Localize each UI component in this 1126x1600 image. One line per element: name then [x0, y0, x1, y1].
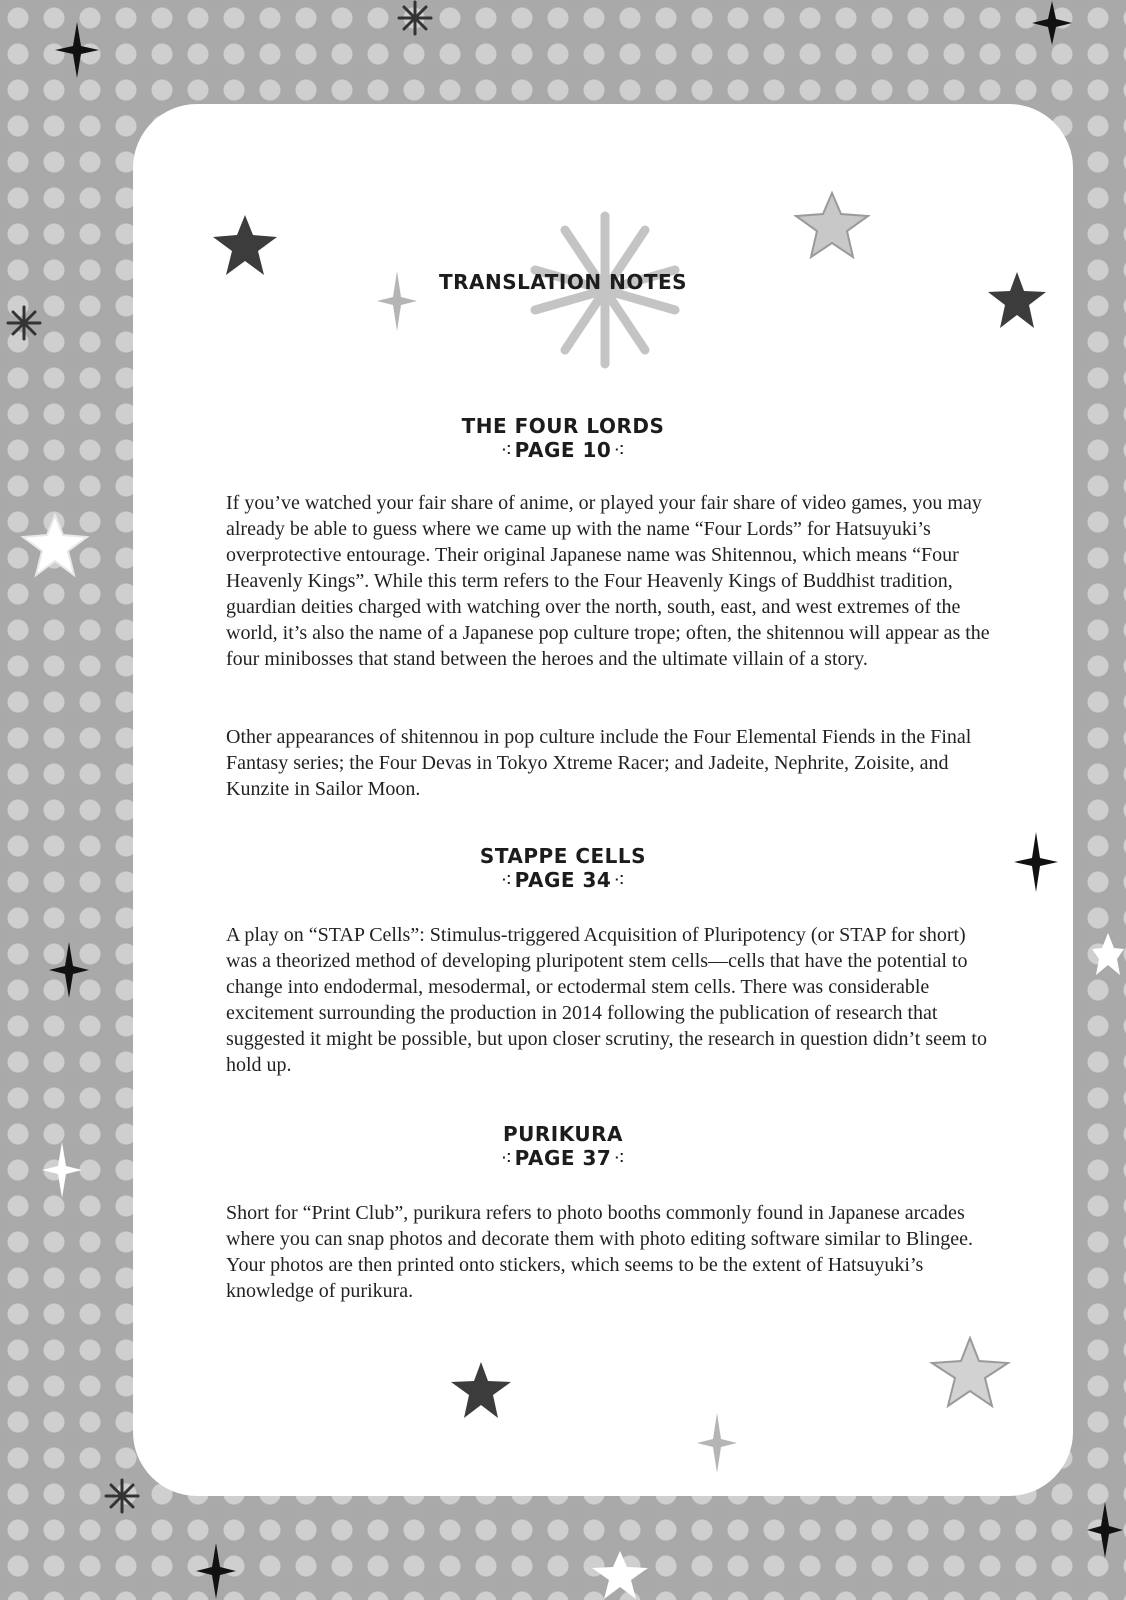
note-title: PURIKURA [502, 1122, 623, 1146]
star-icon [1090, 930, 1126, 980]
page-title: TRANSLATION NOTES [438, 270, 688, 294]
note-title: THE FOUR LORDS [461, 414, 665, 438]
note-heading-four-lords [0, 414, 1126, 462]
note-page-ref: ⁖ PAGE 10 ⁖ [0, 438, 1126, 462]
star-icon [20, 512, 90, 578]
burst-icon [4, 303, 44, 343]
star-icon [590, 1550, 650, 1600]
burst-icon [102, 1476, 142, 1516]
star-icon [792, 190, 872, 260]
note-paragraph: Short for “Print Club”, purikura refers to photo booths commonly found in Japanese arcades where you can snap photos and decorate them with photo editing software similar to Blingee. Your photos are then printed onto stickers, which seems to be the extent of Hatsuyuki’s knowledge of purikura. [226, 1202, 974, 1302]
star-icon [210, 212, 280, 278]
note-heading-purikura [0, 1122, 1126, 1170]
sparkle-icon [52, 20, 102, 80]
note-paragraph: If you’ve watched your fair share of anime, or played your fair share of video games, you may already be able to guess where we came up with the name “Four Lords” for Hatsuyuki’s overprotective entourage. Their original Japanese name was Shitennou, which means “Four Heavenly Kings”. While this term refers to the Four Heavenly Kings of Buddhist tradition, guardian deities charged with watching over the north, south, east, and west extremes of the world, it’s also the name of a Japanese pop culture trope; often, the shitennou will appear as the four minibosses that stand between the heroes and the ultimate villain of a story. [226, 492, 990, 670]
sparkle-icon [1085, 1500, 1125, 1560]
note-page-ref: ⁖ PAGE 37 ⁖ [0, 1146, 1126, 1170]
note-page-ref: ⁖ PAGE 34 ⁖ [0, 868, 1126, 892]
sparkle-icon [695, 1412, 739, 1474]
note-title: STAPPE CELLS [479, 844, 647, 868]
sparkle-icon [46, 940, 92, 1000]
sparkle-icon [194, 1542, 238, 1600]
note-paragraph: A play on “STAP Cells”: Stimulus-triggered Acquisition of Pluripotency (or STAP for short) was a theorized method of developing pluripotent stem cells—cells that have the potential to change into endodermal, mesodermal, or ectodermal stem cells. There was considerable excitement surrounding the production in 2014 following the publication of research that suggested it might be possible, but upon closer scrutiny, the research in question didn’t seem to hold up. [226, 924, 987, 1076]
note-heading-stappe-cells [0, 844, 1126, 892]
burst-icon [395, 0, 435, 36]
star-icon [448, 1360, 514, 1420]
note-paragraph: Other appearances of shitennou in pop culture include the Four Elemental Fiends in the Final Fantasy series; the Four Devas in Tokyo Xtreme Racer; and Jadeite, Nephrite, Zoisite, and Kunzite in Sailor Moon. [226, 726, 972, 800]
star-icon [928, 1336, 1012, 1408]
sparkle-icon [1030, 0, 1074, 46]
